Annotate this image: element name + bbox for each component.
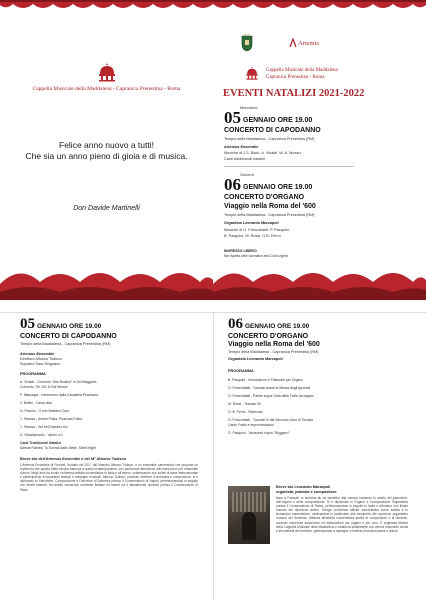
curtain-top-decoration xyxy=(213,0,426,14)
program-left-extra-head: Canti Tradizionali Natalizi xyxy=(20,441,61,445)
event2-date xyxy=(224,177,312,192)
event2-day: 06 xyxy=(224,175,241,194)
organist-figure-image xyxy=(242,512,256,540)
events-divider xyxy=(224,166,354,167)
greeting-line2: Che sia un anno pieno di gioia e di musica. xyxy=(25,151,188,161)
event1-date-text: GENNAIO ORE 19.00 xyxy=(243,117,313,124)
program-left-item: J. Strauss - Annen Polka, Pizzicato Polka xyxy=(20,417,83,421)
program-right-item: G. Frescobaldi - Toccata IV dal Secondo Libro di Toccate xyxy=(228,418,314,422)
choir-name-line2: Capranica Prenestina - Roma xyxy=(266,75,325,80)
event2-weekday: Giovedì xyxy=(240,172,254,177)
program-left-item: A. Vivaldi - Concerto "Alla Rustica" in Sol Maggiore, xyxy=(20,380,98,384)
program-left-heading: PROGRAMMA xyxy=(20,372,46,376)
program-left-date xyxy=(20,318,101,331)
program-left-item: J. Strauss - Sul bel Danubio blu xyxy=(20,425,68,429)
choir-name: Cappella Musicale della Maddalena - Capranica Prenestina - Roma xyxy=(32,86,181,92)
event2-credits-line2: B. Pasquini, M. Rossi, G.B. Fermi xyxy=(224,234,281,238)
event1-extra: Canti tradizionali natalizi xyxy=(224,157,265,161)
footer-admission: INGRESSO LIBERO xyxy=(224,249,257,253)
event1-day: 05 xyxy=(224,108,241,127)
program-left-bio-title: Breve bio dell'Artemus Ensemble e del M° Alfonso Todisco xyxy=(20,457,127,461)
event2-venue: Tempio della Maddalena - Capranica Prenestina (RM) xyxy=(224,213,315,217)
church-crest-icon xyxy=(97,62,117,82)
choir-name-line1: Cappella Musicale della Maddalena xyxy=(266,68,338,73)
program-right-item: B. Pasquini - Introduzione e Pastorale per Organo xyxy=(228,378,304,382)
flyer-title: EVENTI NATALIZI 2021-2022 xyxy=(223,88,365,99)
program-right-date-text: GENNAIO ORE 19.00 xyxy=(245,323,310,330)
program-left-venue: Tempio della Maddalena - Capranica Prenestina (RM) xyxy=(20,342,111,346)
event2-title-line1: CONCERTO D'ORGANO xyxy=(224,194,305,201)
program-right-venue: Tempio della Maddalena - Capranica Prenestina (RM) xyxy=(228,350,319,354)
program-right-item: G. Pasquini - Variazioni sopra "Ruggiero" xyxy=(228,431,290,435)
program-right-organist: Organista Leonardo Marzapoli xyxy=(228,357,283,361)
program-left-director: Direttore Alfonso Todisco xyxy=(20,357,62,361)
artemis-logo-text: Artemis xyxy=(298,39,319,47)
program-right-bio-subtitle: organista, pianista e compositore xyxy=(276,490,337,494)
greeting-line1: Felice anno nuovo a tutti! xyxy=(59,140,154,150)
event1-credits: Musiche di J.S. Bach, A. Vivaldi, W. A. Mozart xyxy=(224,151,301,155)
program-right-item: G. Frescobaldi - Partite sopra l'Aria della Follia da organo xyxy=(228,394,315,398)
greeting-panel xyxy=(0,0,213,300)
program-left-item: D. Shostakovich - Valzer n.2 xyxy=(20,433,63,437)
program-left-bio-text: L'Artemus Ensemble di Pompei, fondato nel 2017 dal Maestro Alfonso Todisco, è un ensemble cameristico che propone un repertorio che spazia dalla musica barocca a quella contemporanea, con particolare attenzione alle trascrizioni per ensemble d'archi. Negli anni ha svolto un'intensa attività concertistica in Italia e all'estero, collaborando con solisti di fama internazionale e partecipando a importanti festival e rassegne musicali. Alfonso Todisco, pianista, direttore d'orchestra e compositore, si è diplomato in Pianoforte, Composizione e Direzione d'Orchestra presso il Conservatorio di Napoli, perfezionandosi in seguito con illustri maestri. Ha diretto numerose orchestre italiane ed estere ed è attualmente docente presso il Conservatorio di Stato. xyxy=(20,463,198,492)
program-right-bio-text: Nato a Frascati, si avvicina fin da bambino alla musica iniziando lo studio del pianoforte, dell'organo e della composizione. Si è diplomato in Organo e Composizione Organistica presso il Conservatorio di Roma, perfezionandosi in seguito in Italia e all'estero con illustri maestri del repertorio antico. Svolge un'intensa attività concertistica come solista e in formazioni cameristiche, dedicandosi in particolare alla riscoperta del repertorio organistico romano del Seicento. Affianca all'attività concertistica quella di compositore e di docente, curando numerose trascrizioni ed elaborazioni per organo e per coro. È organista titolare della Cappella Musicale della Maddalena e collabora stabilmente con diversi ensemble vocali e strumentali del territorio, partecipando a rassegne e festival di musica sacra e antica. xyxy=(276,496,408,533)
curtain-top-decoration xyxy=(0,0,213,14)
curtain-bottom-decoration xyxy=(213,260,426,300)
program-right-day: 06 xyxy=(228,316,243,332)
event1-venue: Tempio della Maddalena - Capranica Prenestina (RM) xyxy=(224,137,315,141)
event2-title-line2: Viaggio nella Roma del '600 xyxy=(224,203,316,210)
program-left-item: V. Bellini - Casta diva xyxy=(20,401,52,405)
program-right-bio-title: Breve bio Leonardo Marzapoli xyxy=(276,485,331,489)
event1-weekday: Mercoledì xyxy=(240,105,258,110)
program-left-extra-text: Adeste Fideles, Tu Scendi dalle Stelle, Silent Night xyxy=(20,446,97,450)
program-left-day: 05 xyxy=(20,316,35,332)
program-left-ensemble: Artemus Ensemble xyxy=(20,352,55,356)
program-right-item: G. B. Fermi - Ricercare xyxy=(228,410,263,414)
artemis-logo-icon xyxy=(289,38,297,48)
signature: Don Davide Martinelli xyxy=(73,205,140,212)
program-left-date-text: GENNAIO ORE 19.00 xyxy=(37,323,102,330)
choir-name-line2: Capranica Prenestina - Roma xyxy=(116,86,181,92)
program-left-item: P. Mascagni - Intermezzo dalla Cavalleria Rusticana xyxy=(20,393,99,397)
program-left-item: G. Puccini - O mio Babbino Caro xyxy=(20,409,70,413)
program-left-title: CONCERTO DI CAPODANNO xyxy=(20,333,117,340)
event2-date-text: GENNAIO ORE 19.00 xyxy=(243,184,313,191)
curtain-bottom-decoration xyxy=(0,260,213,300)
program-left-soprano: Soprano Sara Scignano xyxy=(20,362,61,366)
program-right-item: M. Rossi - Toccata VII xyxy=(228,402,261,406)
program-right-date xyxy=(228,318,309,331)
event1-date xyxy=(224,110,312,125)
event2-organist: Organista Leonardo Marzapoli xyxy=(224,221,279,225)
organ-pipes-image xyxy=(232,492,266,512)
program-right-item: G. Frescobaldi - Toccata avanti la Messa degli Apostoli xyxy=(228,386,311,390)
church-crest-icon xyxy=(245,65,259,81)
organist-photo xyxy=(228,486,270,544)
event1-title: CONCERTO DI CAPODANNO xyxy=(224,127,321,134)
program-right-title-line2: Viaggio nella Roma del '600 xyxy=(228,341,320,348)
footer-note: Nel rispetto delle normative anti-Covid vigenti xyxy=(224,254,288,258)
program-right-item: Canto Fratto e improvvisazioni xyxy=(228,423,274,427)
event2-credits-line1: Musiche di G. Frescobaldi, P. Pasquini, xyxy=(224,228,290,232)
program-left-item: Concerto, RV 151 in Sol Minore xyxy=(20,385,68,389)
program-right-title-line1: CONCERTO D'ORGANO xyxy=(228,333,309,340)
choir-name-line1: Cappella Musicale della Maddalena xyxy=(32,86,112,92)
event1-ensemble: Artemus Ensemble xyxy=(224,145,259,149)
artemis-logo xyxy=(289,38,319,48)
program-right-heading: PROGRAMMA xyxy=(228,369,254,373)
municipality-coat-of-arms-icon xyxy=(240,34,254,52)
